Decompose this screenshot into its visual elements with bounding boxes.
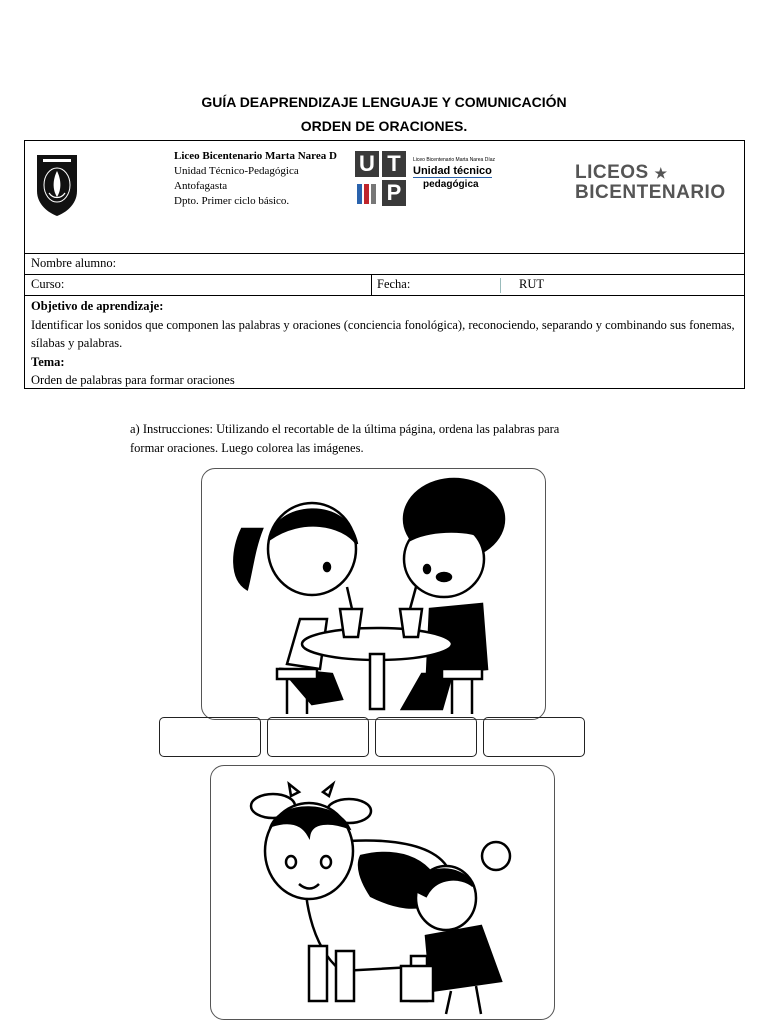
utp-caption-small: Liceo Bicentenario Marta Narea Díaz [413,157,495,163]
word-box-3[interactable] [375,717,477,757]
objective-section [25,295,744,389]
word-box-2[interactable] [267,717,369,757]
page-subtitle: ORDEN DE ORACIONES. [300,118,468,134]
objective-label: Objetivo de aprendizaje: [31,299,164,313]
student-name-row[interactable] [25,253,744,274]
date-label: Fecha: [377,277,411,291]
instructions [130,420,670,458]
instructions-line2: formar oraciones. Luego colorea las imágenes. [130,441,364,455]
school-unit: Unidad Técnico-Pedagógica [174,165,299,177]
utp-letter-p: P [382,180,406,206]
page-title: GUÍA DEAPRENDIZAJE LENGUAJE Y COMUNICACIÓN [201,94,567,110]
topic-label: Tema: [31,354,65,369]
utp-caption-line1: Unidad técnico [413,165,492,177]
school-crest-icon [35,153,79,217]
objective-text: Identificar los sonidos que componen las palabras y oraciones (conciencia fonológica), reconociendo, separando y combinando sus fonemas, sílabas y palabras. [31,317,735,350]
liceos-line1: LICEOS [575,162,649,183]
school-info [174,149,337,209]
instructions-line1: a) Instrucciones: Utilizando el recortable de la última página, ordena las palabras para [130,422,560,436]
liceos-bicentenario-logo [575,163,726,203]
cow-girl-icon [211,766,554,1019]
word-box-1[interactable] [159,717,261,757]
topic-text: Orden de palabras para formar oraciones [31,373,235,387]
school-city: Antofagasta [174,180,228,192]
utp-letter-t: T [382,151,406,177]
word-box-4[interactable] [483,717,585,757]
utp-bars-icon [355,180,379,206]
children-table-icon [202,469,545,719]
star-icon: ★ [654,165,668,181]
header-table [24,140,745,389]
rut-label: RUT [519,277,544,291]
school-name: Liceo Bicentenario Marta Narea D [174,150,337,162]
image-girl-milking-cow [210,765,555,1020]
utp-letter-u: U [355,151,379,177]
student-name-label: Nombre alumno: [31,256,117,270]
utp-caption-line2: pedagógica [423,179,479,190]
school-dept: Dpto. Primer ciclo básico. [174,195,290,207]
liceos-line2: BICENTENARIO [575,182,726,203]
image-children-drinking [201,468,546,720]
course-date-row [25,274,744,295]
course-label: Curso: [31,277,65,291]
